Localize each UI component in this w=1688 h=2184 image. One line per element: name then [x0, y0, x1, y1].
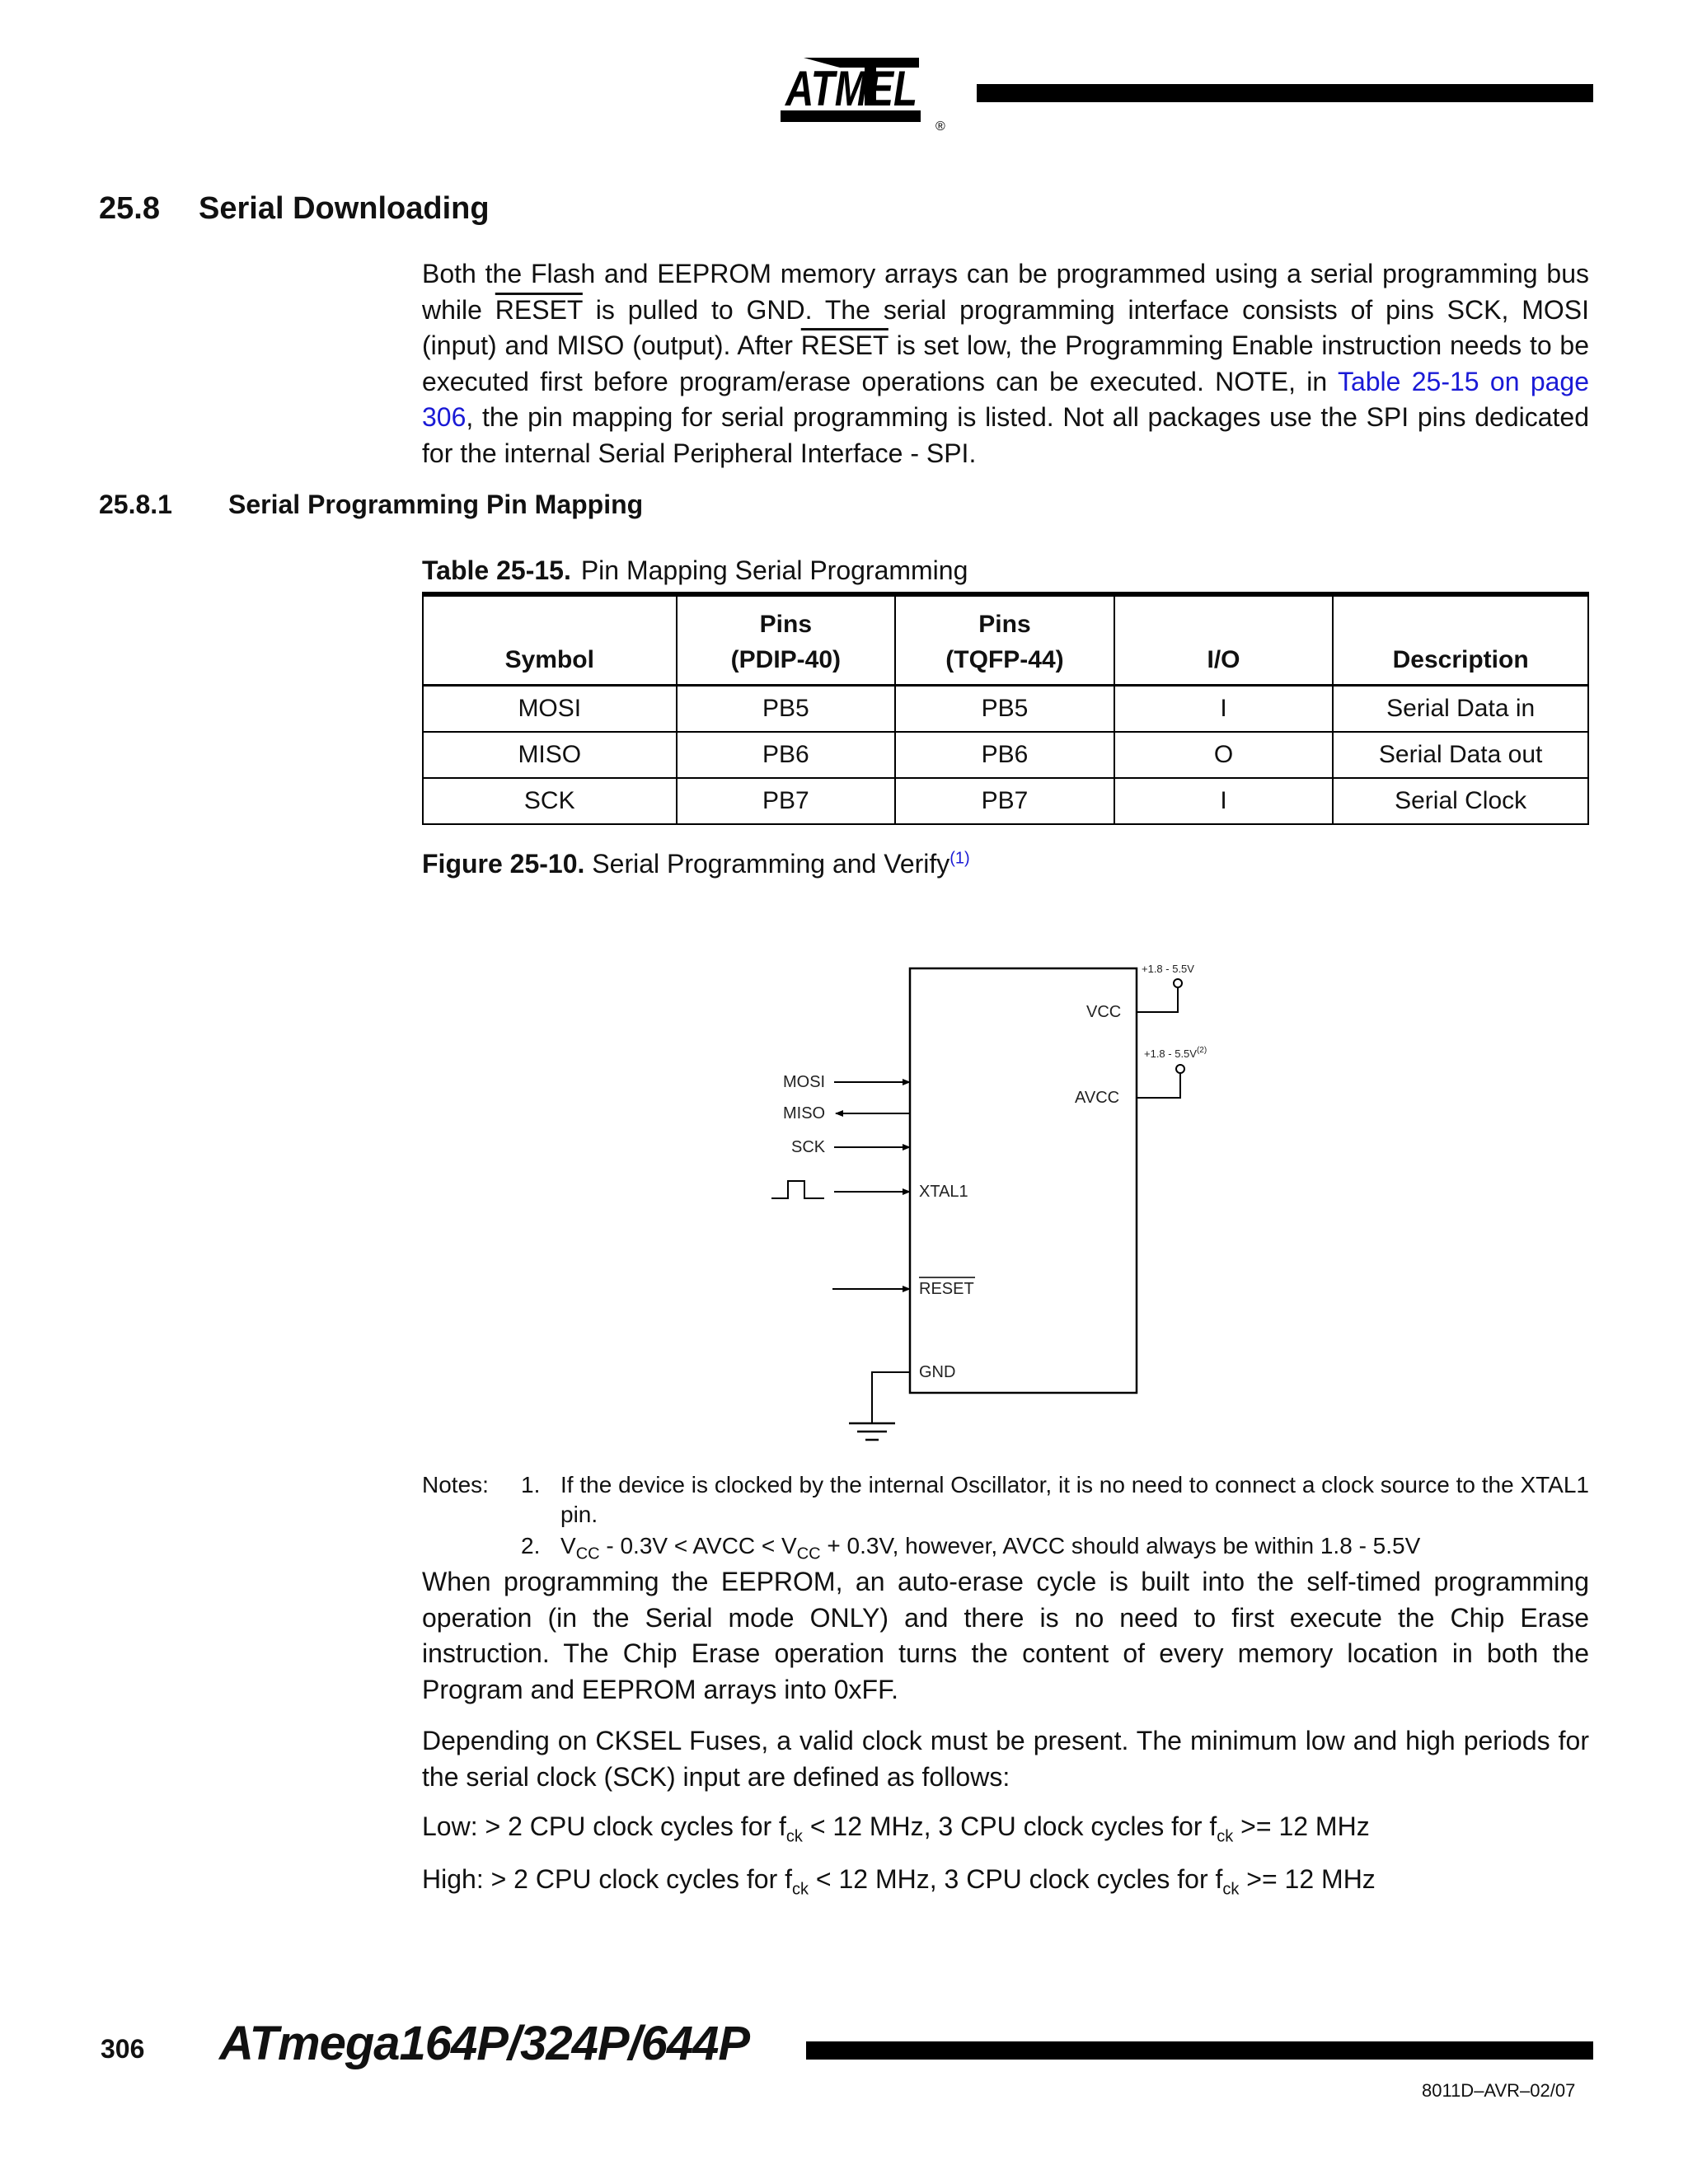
- header-symbol: [423, 594, 677, 686]
- low-text-2: < 12 MHz, 3 CPU clock cycles for f: [802, 1811, 1217, 1841]
- note-2-sub: CC: [796, 1544, 821, 1563]
- pin-xtal1: XTAL1: [919, 1183, 968, 1201]
- avcc-supply-text: +1.8 - 5.5V: [1144, 1047, 1197, 1060]
- section-title: Serial Downloading: [199, 191, 490, 226]
- low-text-3: >= 12 MHz: [1233, 1811, 1370, 1841]
- header-rule: [977, 84, 1593, 102]
- section-number: 25.8: [99, 191, 160, 226]
- note-2-part-2: + 0.3V, however, AVCC should always be within 1.8 - 5.5V: [820, 1533, 1421, 1558]
- footer-rule: [806, 2041, 1593, 2060]
- document-code: 8011D–AVR–02/07: [1422, 2080, 1576, 2101]
- high-sub: ck: [792, 1880, 809, 1899]
- footer-title: ATmega164P/324P/644P: [219, 2017, 750, 2070]
- ground-icon: [849, 1423, 895, 1440]
- para1-text-4: , the pin mapping for serial programming is listed. Not all packages use the SPI pins dedicated for the internal Serial Peripheral Interface - SPI.: [422, 402, 1589, 468]
- header-line2: (TQFP-44): [945, 646, 1064, 673]
- high-text-2: < 12 MHz, 3 CPU clock cycles for f: [809, 1864, 1223, 1894]
- notes-label: Notes:: [422, 1472, 489, 1497]
- subsection-number: 25.8.1: [99, 490, 172, 519]
- cell-description: Serial Data out: [1333, 732, 1588, 778]
- high-text-3: >= 12 MHz: [1239, 1864, 1376, 1894]
- cell-description: Serial Clock: [1333, 778, 1588, 824]
- avcc-supply-label: [1144, 1046, 1207, 1060]
- high-label: High:: [422, 1864, 484, 1894]
- table-header-row: [423, 594, 1588, 686]
- note-2-sub: CC: [575, 1544, 600, 1563]
- note-2-number: 2.: [521, 1533, 541, 1558]
- header-line2: I/O: [1207, 646, 1240, 673]
- low-text-1: > 2 CPU clock cycles for f: [477, 1811, 786, 1841]
- clock-pulse-icon: [771, 1181, 824, 1198]
- pin-mapping-table: [422, 592, 1589, 825]
- reset-signal: RESET: [495, 294, 583, 325]
- cell-io: O: [1114, 732, 1334, 778]
- cell-tqfp: PB5: [895, 686, 1114, 733]
- signal-miso: MISO: [783, 1104, 826, 1122]
- registered-mark: ®: [935, 120, 945, 134]
- pin-vcc: VCC: [1086, 1003, 1122, 1021]
- header-line2: Description: [1392, 646, 1529, 673]
- table-row: [423, 686, 1588, 733]
- cell-tqfp: PB7: [895, 778, 1114, 824]
- note-1-number: 1.: [521, 1472, 541, 1497]
- clock-paragraph: Depending on CKSEL Fuses, a valid clock must be present. The minimum low and high periods for the serial clock (SCK) input are defined as follows:: [422, 1726, 1589, 1792]
- cell-io: I: [1114, 686, 1334, 733]
- header-line1: Pins: [978, 611, 1031, 638]
- table-caption-label: Table 25-15.: [422, 555, 571, 585]
- chip-outline: [910, 968, 1137, 1393]
- pin-reset: RESET: [919, 1280, 974, 1298]
- reset-signal: RESET: [800, 330, 889, 360]
- note-2-text: [560, 1531, 1589, 1569]
- atmel-logo: [779, 51, 960, 142]
- header-pdip: [677, 594, 896, 686]
- cell-description: Serial Data in: [1333, 686, 1588, 733]
- cell-io: I: [1114, 778, 1334, 824]
- table-row: [423, 778, 1588, 824]
- header-io: [1114, 594, 1334, 686]
- note-2-part-1: - 0.3V < AVCC < V: [599, 1533, 797, 1558]
- para1-text-2: is pulled to GND. The serial programming interface consists of pins SCK, MOSI (input) and MISO (output). After: [422, 294, 1589, 360]
- avcc-wire: [1137, 1073, 1180, 1098]
- header-line1: Pins: [759, 611, 813, 638]
- pin-gnd: GND: [919, 1363, 956, 1381]
- header-line2: (PDIP-40): [730, 646, 842, 673]
- cell-pdip: PB6: [677, 732, 896, 778]
- figure-caption: [422, 849, 970, 879]
- avcc-note-ref: (2): [1196, 1046, 1207, 1055]
- cell-tqfp: PB6: [895, 732, 1114, 778]
- header-tqfp: [895, 594, 1114, 686]
- table-caption-text: Pin Mapping Serial Programming: [580, 555, 968, 585]
- table-caption: [422, 555, 968, 586]
- logo-text: ATMEL: [784, 61, 917, 116]
- cell-symbol: MISO: [423, 732, 677, 778]
- pin-avcc: AVCC: [1075, 1089, 1120, 1107]
- cell-pdip: PB7: [677, 778, 896, 824]
- high-sub: ck: [1222, 1880, 1240, 1899]
- table-link[interactable]: Table 25-15 on page 306: [422, 366, 1590, 432]
- figure-caption-label: Figure 25-10.: [422, 849, 585, 879]
- low-label: Low:: [422, 1811, 478, 1841]
- signal-mosi: MOSI: [783, 1073, 826, 1091]
- vcc-supply-label: +1.8 - 5.5V: [1142, 963, 1194, 975]
- header-line2: Symbol: [504, 646, 594, 673]
- para1-text-3: is set low, the Programming Enable instruction needs to be executed first before program/erase operations can be executed. NOTE, in: [422, 330, 1590, 396]
- eeprom-paragraph: When programming the EEPROM, an auto-erase cycle is built into the self-timed programming operation (in the Serial mode ONLY) and there is no need to first execute the Chip Erase instruction. The Chip Erase operation turns the content of every memory location in both the Program and EEPROM arrays into 0xFF.: [422, 1567, 1589, 1704]
- low-sub: ck: [1217, 1827, 1234, 1846]
- figure-note-ref[interactable]: (1): [950, 849, 970, 868]
- vcc-terminal-icon: [1174, 979, 1182, 987]
- gnd-wire: [872, 1372, 910, 1423]
- para1-text-1: Both the Flash and EEPROM memory arrays can be programmed using a serial programming bus while: [422, 259, 1589, 325]
- note-2-v: V: [560, 1533, 576, 1558]
- cell-pdip: PB5: [677, 686, 896, 733]
- figure-caption-text: Serial Programming and Verify: [592, 849, 950, 879]
- avcc-terminal-icon: [1176, 1065, 1184, 1073]
- cell-symbol: SCK: [423, 778, 677, 824]
- page-number: 306: [101, 2034, 145, 2064]
- low-period-line: [422, 1811, 1370, 1846]
- intro-paragraph: [422, 256, 1589, 471]
- header-description: [1333, 594, 1588, 686]
- subsection-title: Serial Programming Pin Mapping: [228, 490, 644, 519]
- table-row: [423, 732, 1588, 778]
- high-text-1: > 2 CPU clock cycles for f: [483, 1864, 793, 1894]
- cell-symbol: MOSI: [423, 686, 677, 733]
- vcc-wire: [1137, 987, 1178, 1012]
- high-period-line: [422, 1864, 1376, 1899]
- signal-sck: SCK: [791, 1138, 826, 1156]
- low-sub: ck: [785, 1827, 803, 1846]
- circuit-diagram: [742, 940, 1278, 1451]
- note-1-text: If the device is clocked by the internal Oscillator, it is no need to connect a clock source to the XTAL1 pin.: [560, 1472, 1589, 1527]
